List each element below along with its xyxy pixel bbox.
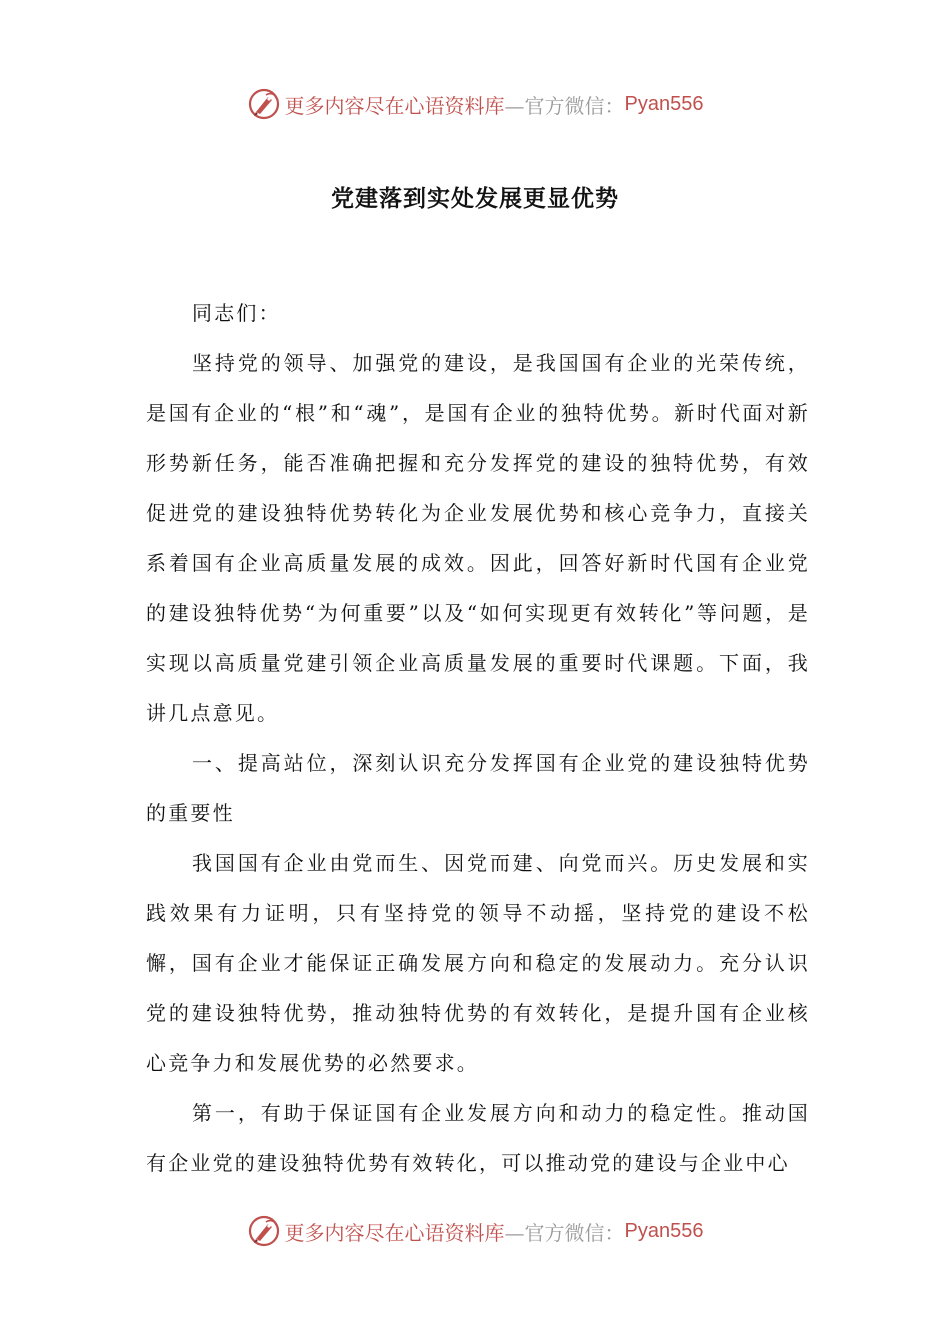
- watermark-footer: [0, 1211, 950, 1251]
- watermark-wechat-id: Pyan556: [624, 1219, 704, 1242]
- watermark-wechat-id: Pyan556: [624, 92, 704, 115]
- watermark-brand-text: 更多内容尽在心语资料库: [284, 1220, 505, 1245]
- document-title: 党建落到实处发展更显优势: [331, 185, 619, 212]
- document-body: [146, 288, 810, 1188]
- salutation: 同志们：: [192, 301, 281, 325]
- pen-nib-logo-icon: [247, 1214, 281, 1248]
- section-heading-one: 一、提高站位，深刻认识充分发挥国有企业党的建设独特优势的重要性: [146, 751, 810, 825]
- watermark-official-label: —官方微信：: [504, 93, 625, 118]
- paragraph-history: 我国国有企业由党而生、因党而建、向党而兴。历史发展和实践效果有力证明，只有坚持党的领导不动摇，坚持党的建设不松懈，国有企业才能保证正确发展方向和稳定的发展动力。充分认识党的建设独特优势，推动独特优势的有效转化，是提升国有企业核心竞争力和发展优势的必然要求。: [146, 851, 810, 1075]
- watermark-header: [0, 84, 950, 124]
- paragraph-intro: 坚持党的领导、加强党的建设，是我国国有企业的光荣传统，是国有企业的“根”和“魂”，是国有企业的独特优势。新时代面对新形势新任务，能否准确把握和充分发挥党的建设的独特优势，有效促进党的建设独特优势转化为企业发展优势和核心竞争力，直接关系着国有企业高质量发展的成效。因此，回答好新时代国有企业党的建设独特优势“为何重要”以及“如何实现更有效转化”等问题，是实现以高质量党建引领企业高质量发展的重要时代课题。下面，我讲几点意见。: [146, 351, 810, 725]
- pen-nib-logo-icon: [247, 87, 281, 121]
- watermark-brand-text: 更多内容尽在心语资料库: [284, 93, 505, 118]
- watermark-official-label: —官方微信：: [504, 1220, 625, 1245]
- paragraph-first-point: 第一，有助于保证国有企业发展方向和动力的稳定性。推动国有企业党的建设独特优势有效转化，可以推动党的建设与企业中心: [146, 1101, 810, 1175]
